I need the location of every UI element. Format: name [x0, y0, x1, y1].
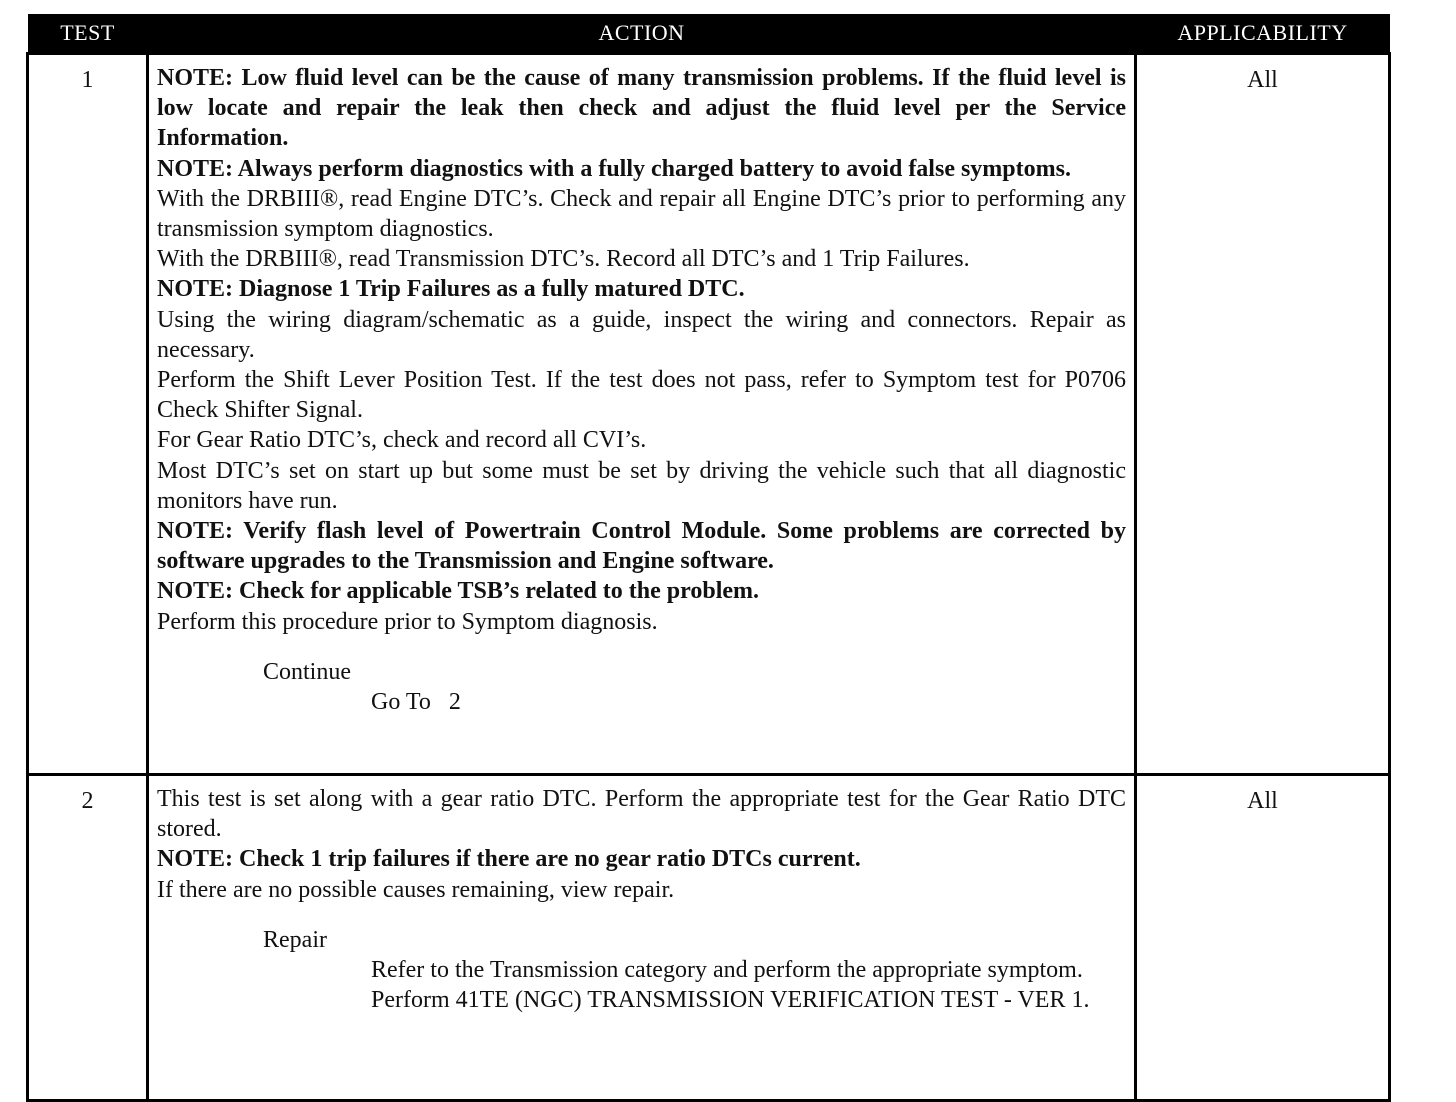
header-test: TEST — [28, 14, 148, 54]
diagnostic-test-table — [26, 14, 1391, 1102]
goto-link[interactable]: Go To 2 — [371, 689, 461, 716]
table-row — [28, 775, 1390, 1101]
action-step: Most DTC’s set on start up but some must be set by driving the vehicle such that all diagnostic monitors have run. — [157, 457, 1126, 514]
header-applicability: APPLICABILITY — [1136, 14, 1390, 54]
action-step: Perform this procedure prior to Symptom diagnosis. — [157, 608, 658, 635]
repair-step: Refer to the Transmission category and perform the appropriate symptom. — [371, 957, 1083, 984]
action-step: Perform the Shift Lever Position Test. If the test does not pass, refer to Symptom test for P0706 Check Shifter Signal. — [157, 367, 1126, 424]
action-step: If there are no possible causes remaining, view repair. — [157, 876, 675, 903]
action-note: NOTE: Check for applicable TSB’s related to the problem. — [157, 578, 760, 605]
action-note: NOTE: Diagnose 1 Trip Failures as a fully matured DTC. — [157, 276, 745, 303]
action-cell — [148, 775, 1136, 1101]
result-label-continue: Continue — [263, 658, 351, 685]
action-note: NOTE: Always perform diagnostics with a fully charged battery to avoid false symptoms. — [157, 155, 1071, 182]
applicability-value: All — [1136, 54, 1390, 775]
action-note: NOTE: Low fluid level can be the cause of many transmission problems. If the fluid level is low locate and repair the leak then check and adjust the fluid level per the Service Information. — [157, 65, 1126, 152]
table-header-row — [28, 14, 1390, 54]
action-step: This test is set along with a gear ratio DTC. Perform the appropriate test for the Gear Ratio DTC stored. — [157, 786, 1126, 843]
action-step: With the DRBIII®, read Transmission DTC’s. Record all DTC’s and 1 Trip Failures. — [157, 246, 970, 273]
header-action: ACTION — [148, 14, 1136, 54]
action-step: With the DRBIII®, read Engine DTC’s. Check and repair all Engine DTC’s prior to performing any transmission symptom diagnostics. — [157, 185, 1126, 243]
action-cell — [148, 54, 1136, 775]
test-number: 2 — [28, 775, 148, 1101]
action-step: For Gear Ratio DTC’s, check and record all CVI’s. — [157, 427, 647, 454]
table-row — [28, 54, 1390, 775]
action-step: Using the wiring diagram/schematic as a guide, inspect the wiring and connectors. Repair as necessary. — [157, 306, 1126, 363]
result-label-repair: Repair — [263, 926, 327, 953]
action-note: NOTE: Verify flash level of Powertrain Control Module. Some problems are corrected by software upgrades to the Transmission and Engine software. — [157, 518, 1126, 575]
test-number: 1 — [28, 54, 148, 775]
action-note: NOTE: Check 1 trip failures if there are no gear ratio DTCs current. — [157, 846, 861, 873]
diagnostic-procedure-document — [26, 14, 1388, 1102]
repair-step: Perform 41TE (NGC) TRANSMISSION VERIFICATION TEST - VER 1. — [371, 987, 1090, 1014]
applicability-value: All — [1136, 775, 1390, 1101]
